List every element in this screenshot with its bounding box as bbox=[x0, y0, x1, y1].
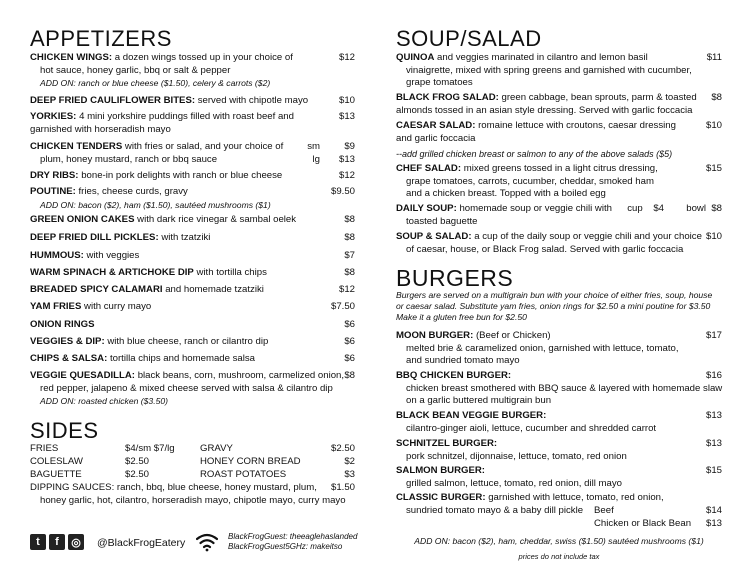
menu-item-soup-salad: SOUP & SALAD: a cup of the daily soup or veggie chili and your choice of caesar, house, or Black Frog salad. Served with garlic foccacia $10 bbox=[396, 231, 722, 255]
price: $8 bbox=[711, 92, 722, 103]
price: $12 bbox=[338, 170, 355, 181]
burgers-heading: BURGERS bbox=[396, 265, 514, 291]
price: $7 bbox=[344, 250, 355, 261]
social-handle: @BlackFrogEatery bbox=[97, 537, 186, 549]
burgers-note: or caesar salad. Substitute yam fries, onion rings for $2.50 a mini poutine for $3.50 bbox=[396, 301, 711, 311]
price: $8 bbox=[344, 214, 355, 225]
price: $9 bbox=[344, 141, 355, 152]
twitter-icon[interactable]: t bbox=[30, 534, 46, 550]
menu-item-chicken-wings: CHICKEN WINGS: a dozen wings tossed up in your choice of hot sauce, honey garlic, bbq or salt & pepper ADD ON: ranch or blue cheese ($1.50), celery & carrots ($2) $12 bbox=[30, 52, 355, 88]
menu-item-hummous: HUMMOUS: with veggies $7 bbox=[30, 250, 355, 261]
menu-item-caesar-salad: CAESAR SALAD: romaine lettuce with croutons, caesar dressing and garlic foccacia $10 bbox=[396, 120, 722, 144]
size-label: sm bbox=[307, 141, 320, 152]
wifi-icon bbox=[196, 532, 218, 552]
price: $10 bbox=[705, 120, 722, 131]
sides-row: FRIES $4/sm $7/lg GRAVY $2.50 bbox=[30, 443, 355, 454]
price: $8 bbox=[344, 267, 355, 278]
addon-note: ADD ON: bacon ($2), ham ($1.50), sautéed mushrooms ($1) bbox=[40, 199, 271, 210]
price: bowl $8 bbox=[686, 203, 722, 214]
price: $10 bbox=[338, 95, 355, 106]
burgers-note: Burgers are served on a multigrain bun with your choice of either fries, soup, house bbox=[396, 290, 713, 300]
price: $8 bbox=[344, 232, 355, 243]
menu-item-moon-burger: MOON BURGER: (Beef or Chicken) melted brie & caramelized onion, garnished with lettuce, tomato, and sundried tomato mayo $17 bbox=[396, 330, 722, 366]
addon-note: ADD ON: ranch or blue cheese ($1.50), celery & carrots ($2) bbox=[40, 78, 271, 88]
menu-item-veggies-dip: VEGGIES & DIP: with blue cheese, ranch or cilantro dip $6 bbox=[30, 336, 355, 347]
menu-item-veggie-quesadilla: VEGGIE QUESADILLA: black beans, corn, mushroom, carmelized onion, red pepper, jalapeno & mixed cheese served with salsa & cilantro dip ADD ON: roasted chicken ($3.50) $8 bbox=[30, 370, 355, 406]
menu-item-cauliflower: DEEP FRIED CAULIFLOWER BITES: served with chipotle mayo $10 bbox=[30, 95, 355, 106]
price: $12 bbox=[338, 52, 355, 63]
price: $6 bbox=[344, 353, 355, 364]
sides-heading: SIDES bbox=[30, 418, 99, 443]
menu-item-onion-rings: ONION RINGS $6 bbox=[30, 319, 355, 330]
price: $16 bbox=[705, 370, 722, 381]
price: $12 bbox=[338, 284, 355, 295]
menu-item-dill-pickles: DEEP FRIED DILL PICKLES: with tzatziki $8 bbox=[30, 232, 355, 243]
price: $9.50 bbox=[330, 186, 355, 197]
menu-item-poutine: POUTINE: fries, cheese curds, gravy ADD ON: bacon ($2), ham ($1.50), sautéed mushrooms ($1) $9.50 bbox=[30, 186, 355, 210]
menu-item-black-frog-salad: BLACK FROG SALAD: green cabbage, bean sprouts, parm & toasted almonds tossed in an asian style dressing. Served with garlic foccacia $8 bbox=[396, 92, 722, 116]
menu-item-black-bean-burger: BLACK BEAN VEGGIE BURGER: cilantro-ginger aioli, lettuce, cucumber and shredded carrot $13 bbox=[396, 410, 722, 434]
price: $13 bbox=[338, 153, 355, 165]
instagram-icon[interactable]: ◎ bbox=[68, 534, 84, 550]
price: $15 bbox=[705, 163, 722, 174]
sides-row: BAGUETTE $2.50 ROAST POTATOES $3 bbox=[30, 469, 355, 480]
price: $14 bbox=[705, 505, 722, 516]
menu-item-quinoa: QUINOA and veggies marinated in cilantro and lemon basil vinaigrette, mixed with spring greens and garnished with cucumber, grape tomatoes $11 bbox=[396, 52, 722, 88]
menu-item-daily-soup: DAILY SOUP: homemade soup or veggie chili with toasted baguette cup $4 bowl $8 bbox=[396, 203, 722, 227]
menu-item-chips-salsa: CHIPS & SALSA: tortilla chips and homemade salsa $6 bbox=[30, 353, 355, 364]
price: $13 bbox=[338, 111, 355, 122]
menu-item-classic-burger: CLASSIC BURGER: garnished with lettuce, tomato, red onion, sundried tomato mayo & a baby dill pickle bbox=[396, 492, 664, 516]
price: $8 bbox=[344, 370, 355, 381]
facebook-icon[interactable]: f bbox=[49, 534, 65, 550]
price: $10 bbox=[705, 231, 722, 242]
wifi-network: BlackFrogGuest: theeaglehaslanded bbox=[228, 532, 358, 541]
dipping-sauces: DIPPING SAUCES: ranch, bbq, blue cheese, honey mustard, plum, honey garlic, hot, cilantro, horseradish mayo, chipotle mayo, curry mayo $1.50 bbox=[30, 482, 355, 506]
menu-item-spinach-dip: WARM SPINACH & ARTICHOKE DIP with tortilla chips $8 bbox=[30, 267, 355, 278]
social-icons bbox=[30, 534, 84, 552]
size-label: lg bbox=[312, 153, 320, 165]
menu-item-dry-ribs: DRY RIBS: bone-in pork delights with ranch or blue cheese $12 bbox=[30, 170, 355, 181]
tax-note: prices do not include tax bbox=[518, 552, 600, 561]
price: $1.50 bbox=[330, 482, 355, 493]
menu-item-yam-fries: YAM FRIES with curry mayo $7.50 bbox=[30, 301, 355, 312]
soup-salad-heading: SOUP/SALAD bbox=[396, 26, 542, 51]
menu-item-green-onion-cakes: GREEN ONION CAKES with dark rice vinegar & sambal oelek $8 bbox=[30, 214, 355, 225]
price: $15 bbox=[705, 465, 722, 476]
menu-item-chef-salad: CHEF SALAD: mixed greens tossed in a light citrus dressing, grape tomatoes, carrots, cucumber, cheddar, smoked ham and a chicken breast. Topped with a boiled egg $15 bbox=[396, 163, 722, 199]
price: $7.50 bbox=[330, 301, 355, 312]
price: $11 bbox=[706, 52, 722, 63]
sides-row: COLESLAW $2.50 HONEY CORN BREAD $2 bbox=[30, 456, 355, 467]
price: $6 bbox=[344, 336, 355, 347]
price: $17 bbox=[705, 330, 722, 341]
price: $13 bbox=[705, 438, 722, 449]
wifi-network: BlackFrogGuest5GHz: makeitso bbox=[228, 542, 343, 551]
menu-item-bbq-chicken-burger: BBQ CHICKEN BURGER: chicken breast smothered with BBQ sauce & layered with homemade slaw on a garlic buttered multigrain bun $16 bbox=[396, 370, 723, 406]
menu-item-schnitzel-burger: SCHNITZEL BURGER: pork schnitzel, dijonnaise, lettuce, tomato, red onion $13 bbox=[396, 438, 722, 462]
salad-add-note: --add grilled chicken breast or salmon to any of the above salads ($5) bbox=[396, 149, 673, 159]
price: $13 bbox=[705, 518, 722, 529]
menu-item-yorkies: YORKIES: 4 mini yorkshire puddings filled with roast beef and garnished with horseradish mayo $13 bbox=[30, 111, 355, 135]
menu-item-calamari: BREADED SPICY CALAMARI and homemade tzatziki $12 bbox=[30, 284, 355, 295]
menu-item-chicken-tenders: CHICKEN TENDERS with fries or salad, and your choice of plum, honey mustard, ranch or bbq sauce sm lg $9 $13 bbox=[30, 141, 355, 165]
burger-option: Beef bbox=[594, 505, 614, 516]
burger-option: Chicken or Black Bean bbox=[594, 518, 692, 529]
wifi-info bbox=[228, 532, 357, 552]
addon-note: ADD ON: roasted chicken ($3.50) bbox=[40, 396, 169, 406]
burgers-addon: ADD ON: bacon ($2), ham, cheddar, swiss ($1.50) sautéed mushrooms ($1) bbox=[414, 536, 704, 546]
size-label: cup $4 bbox=[627, 203, 664, 214]
menu-item-salmon-burger: SALMON BURGER: grilled salmon, lettuce, tomato, red onion, dill mayo $15 bbox=[396, 465, 722, 489]
price: $6 bbox=[344, 319, 355, 330]
burgers-note: Make it a gluten free bun for $2.50 bbox=[396, 312, 527, 322]
price: $13 bbox=[705, 410, 722, 421]
appetizers-heading: APPETIZERS bbox=[30, 26, 172, 51]
